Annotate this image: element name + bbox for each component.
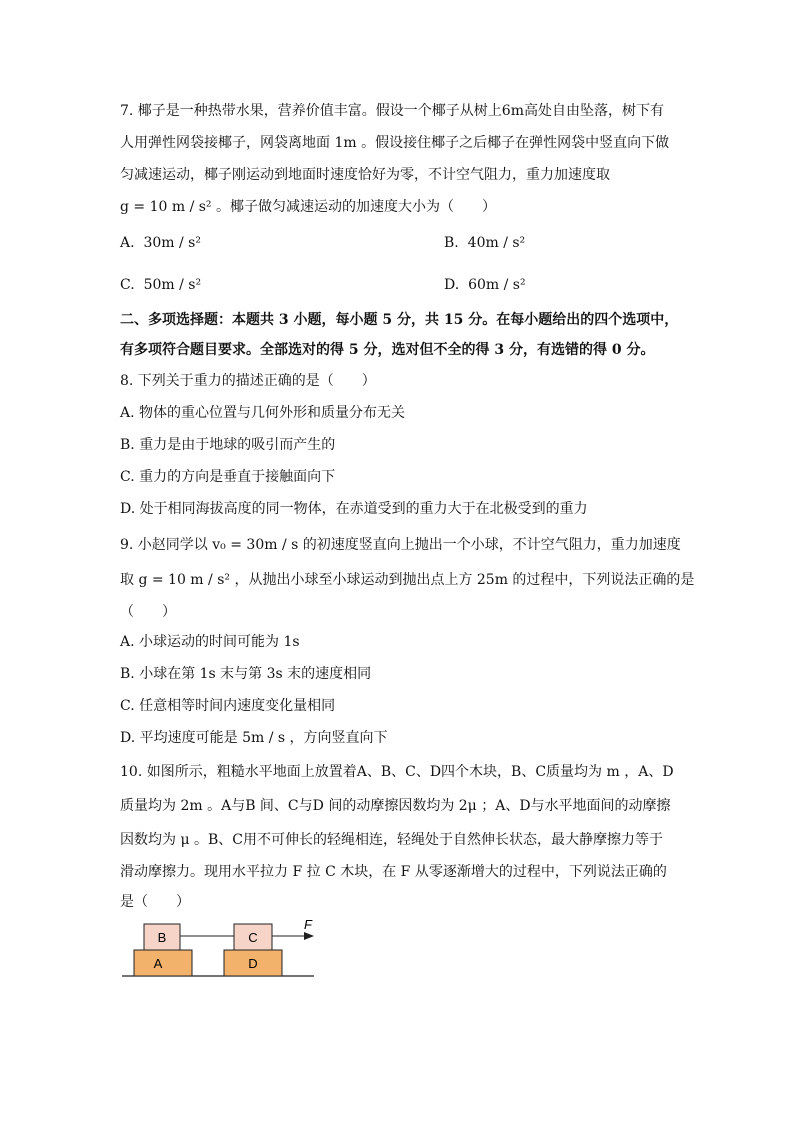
q9-option-b[interactable]: B. 小球在第 1s 末与第 3s 末的速度相同: [120, 666, 372, 682]
q10-line-5: 是（ ）: [120, 894, 190, 910]
block-a-label: A: [153, 956, 163, 971]
q8-stem: 8. 下列关于重力的描述正确的是（ ）: [120, 373, 376, 389]
section-2-heading-line-1: 二、多项选择题：本题共 3 小题，每小题 5 分，共 15 分。在每小题给出的四个选项中，: [120, 312, 679, 328]
q7-line-2: 人用弹性网袋接椰子，网袋离地面 1m 。假设接住椰子之后椰子在弹性网袋中竖直向下做: [120, 135, 670, 151]
q7-option-c[interactable]: C. 50m / s²: [120, 277, 202, 293]
q7-line-1: 7. 椰子是一种热带水果，营养价值丰富。假设一个椰子从树上6m高处自由坠落，树下有: [120, 103, 664, 119]
q10-line-1: 10. 如图所示，粗糙水平地面上放置着A、B、C、D四个木块，B、C质量均为 m ，A、D: [120, 764, 674, 780]
q8-option-c[interactable]: C. 重力的方向是垂直于接触面向下: [120, 469, 336, 485]
q9-option-a[interactable]: A. 小球运动的时间可能为 1s: [120, 634, 300, 650]
q9-line-3: （ ）: [120, 604, 176, 620]
force-arrow-head: [304, 932, 314, 940]
block-c-label: C: [248, 930, 258, 945]
q8-option-d[interactable]: D. 处于相同海拔高度的同一物体，在赤道受到的重力大于在北极受到的重力: [120, 501, 588, 517]
q8-option-b[interactable]: B. 重力是由于地球的吸引而产生的: [120, 437, 336, 453]
section-2-heading-line-2: 有多项符合题目要求。全部选对的得 5 分，选对但不全的得 3 分，有选错的得 0 分。: [120, 342, 655, 358]
q9-option-c[interactable]: C. 任意相等时间内速度变化量相同: [120, 698, 336, 714]
q9-line-1: 9. 小赵同学以 v₀ = 30m / s 的初速度竖直向上抛出一个小球，不计空气阻力，重力加速度: [120, 537, 681, 553]
q10-line-2: 质量均为 2m 。A与B 间、C与D 间的动摩擦因数均为 2μ ；A、D与水平地面间的动摩擦: [120, 798, 671, 814]
q7-option-a[interactable]: A. 30m / s²: [120, 235, 201, 251]
force-label: F: [304, 917, 312, 932]
q10-line-4: 滑动摩擦力。现用水平拉力 F 拉 C 木块，在 F 从零逐渐增大的过程中，下列说法正确的: [120, 864, 667, 880]
block-a: [134, 950, 192, 976]
q7-line-3: 匀减速运动，椰子刚运动到地面时速度恰好为零，不计空气阻力，重力加速度取: [120, 167, 610, 183]
q8-option-a[interactable]: A. 物体的重心位置与几何外形和质量分布无关: [120, 405, 406, 421]
q7-option-b[interactable]: B. 40m / s²: [444, 235, 526, 251]
q9-option-d[interactable]: D. 平均速度可能是 5m / s ，方向竖直向下: [120, 730, 388, 746]
block-b-label: B: [157, 930, 167, 945]
q9-line-2: 取 g = 10 m / s² ，从抛出小球至小球运动到抛出点上方 25m 的过程中，下列说法正确的是: [120, 572, 695, 588]
q7-line-4: g = 10 m / s² 。椰子做匀减速运动的加速度大小为（ ）: [120, 199, 496, 215]
q7-option-d[interactable]: D. 60m / s²: [444, 277, 526, 293]
blocks-diagram: [118, 914, 328, 984]
q10-line-3: 因数均为 μ 。B、C用不可伸长的轻绳相连，轻绳处于自然伸长状态，最大静摩擦力等于: [120, 832, 663, 848]
block-d-label: D: [248, 956, 258, 971]
